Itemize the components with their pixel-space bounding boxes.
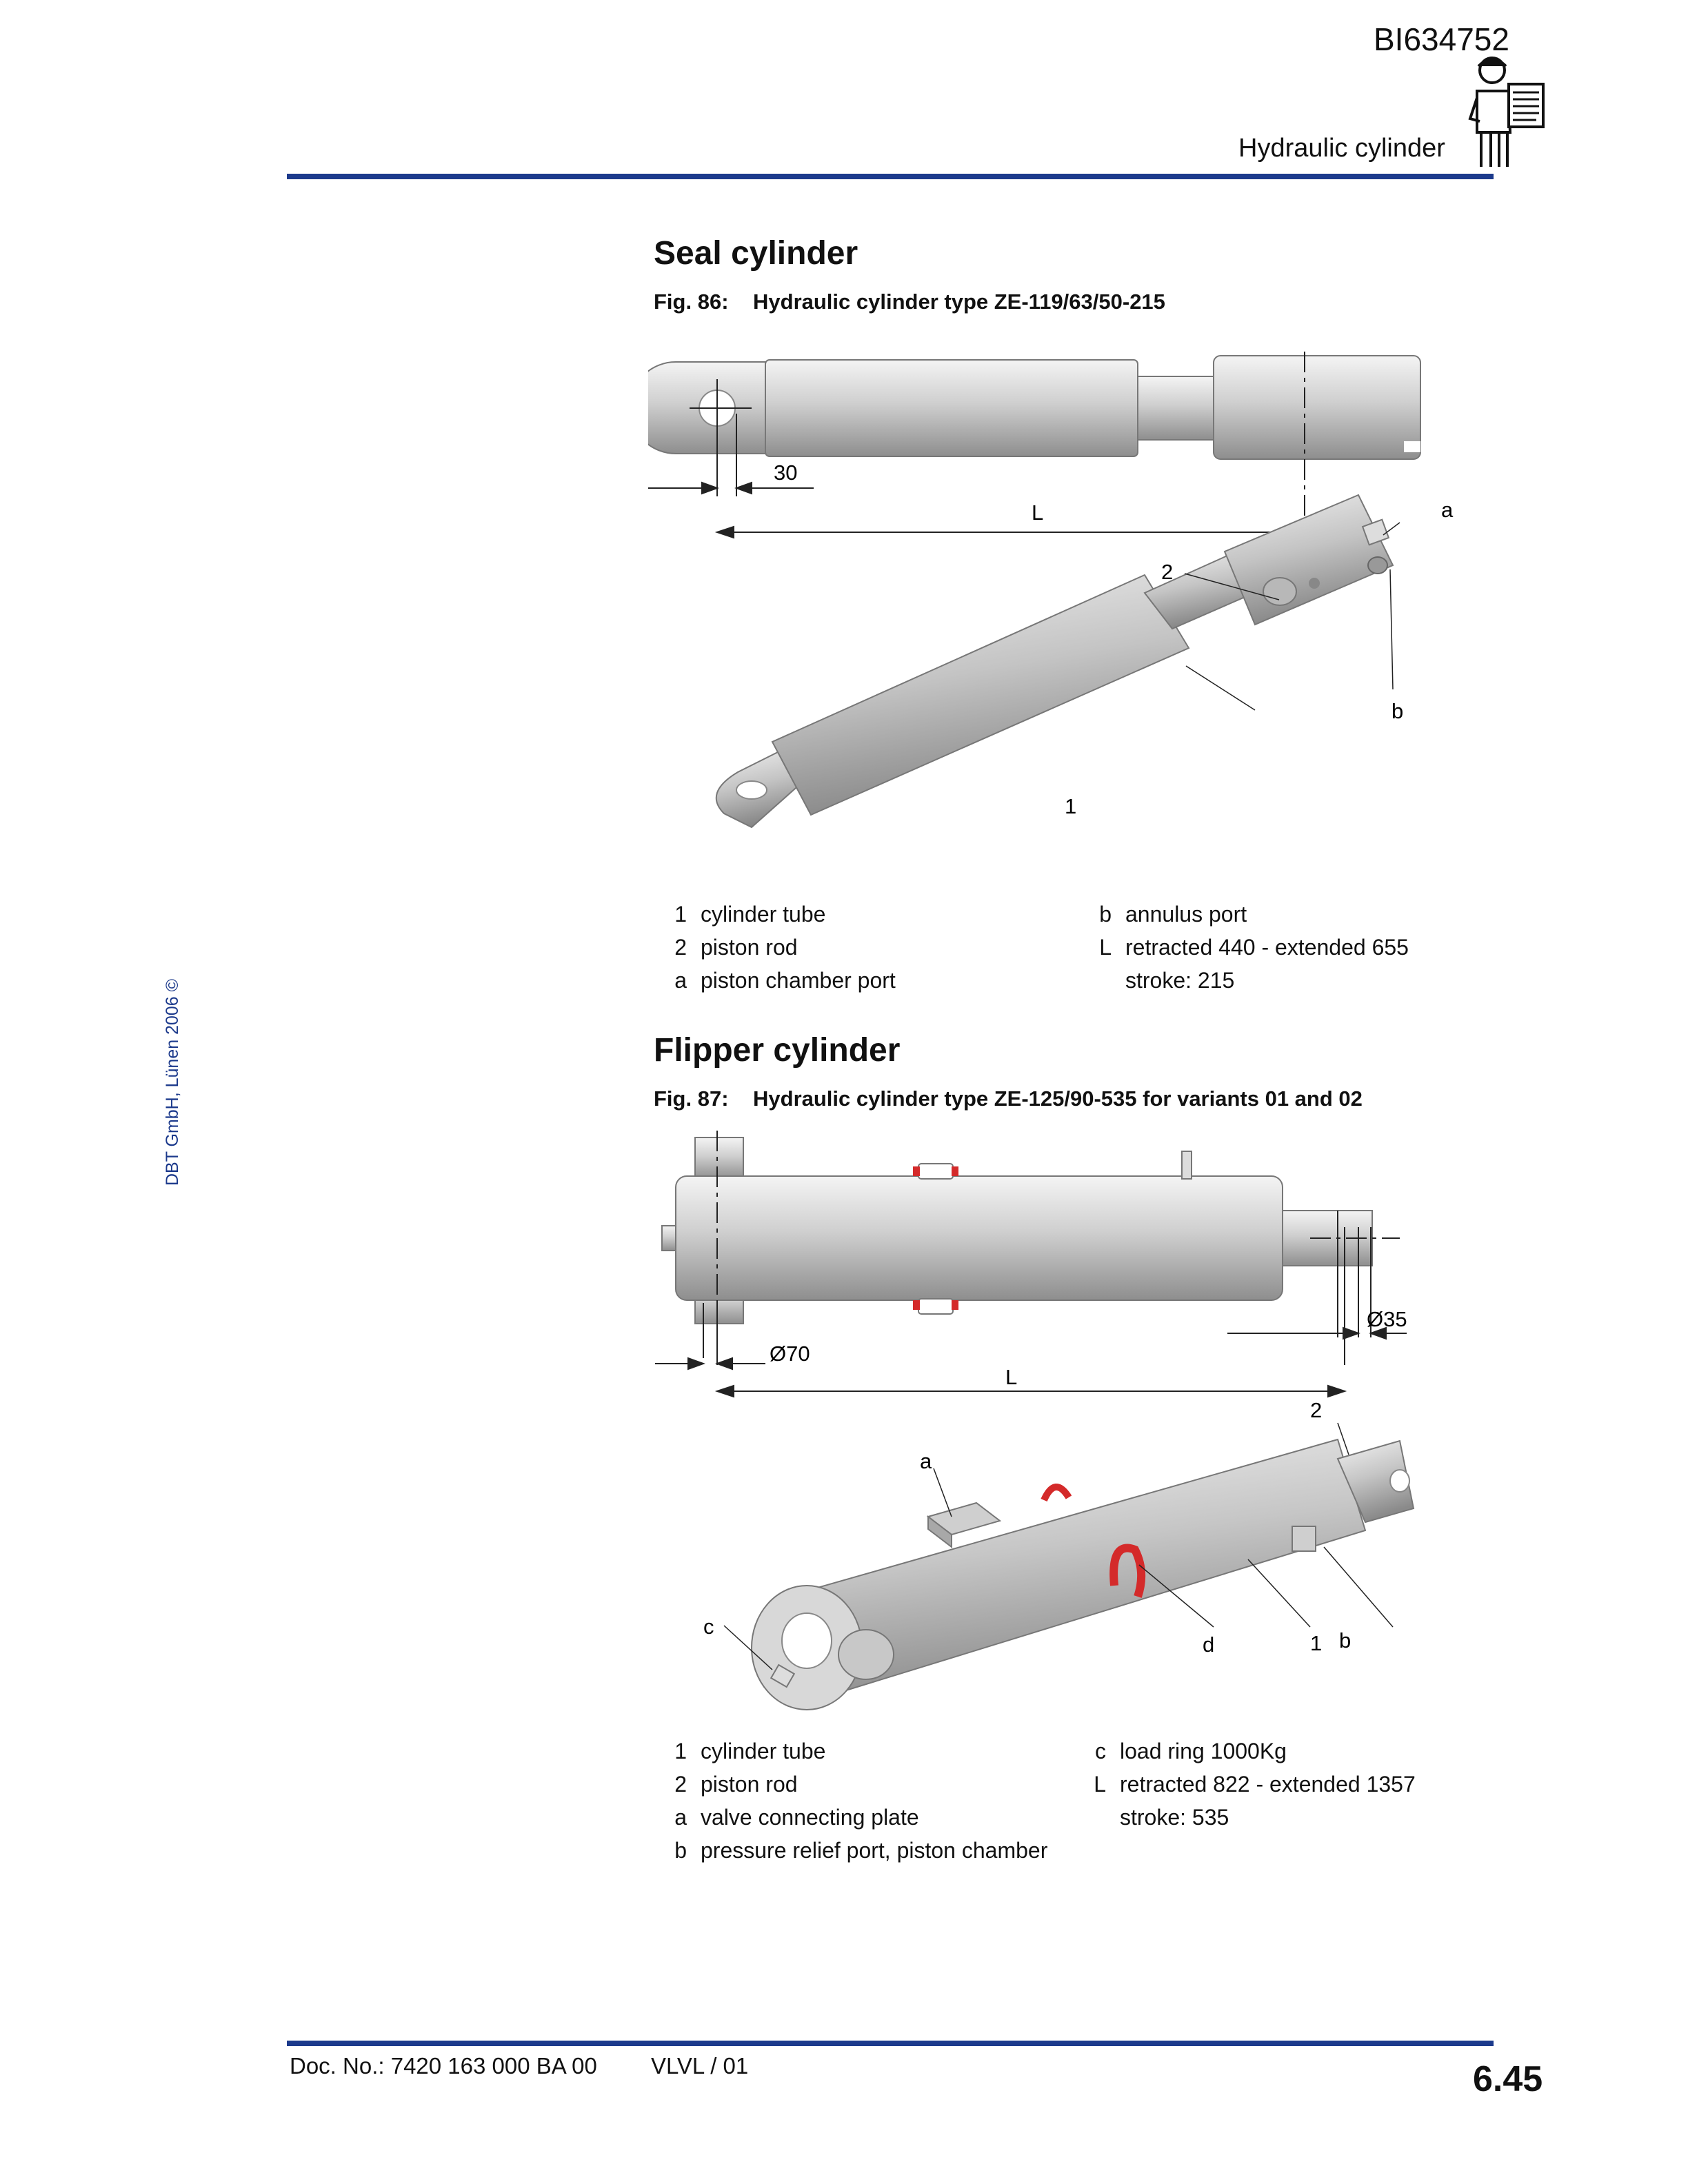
flipper-callout-c: c — [703, 1615, 714, 1639]
document-number: Doc. No.: 7420 163 000 BA 00 — [290, 2053, 597, 2079]
seal-figure-caption — [654, 290, 1165, 314]
legend-row: 2 piston rod — [674, 935, 798, 960]
seal-section-title: Seal cylinder — [654, 235, 858, 272]
flipper-callout-2: 2 — [1310, 1398, 1323, 1422]
seal-callout-2: 2 — [1161, 560, 1174, 584]
legend-row: L retracted 440 - extended 655 — [1099, 935, 1409, 960]
seal-dim-30-label: 30 — [774, 461, 798, 485]
seal-cylinder-drawing — [648, 331, 1462, 855]
flipper-callout-b: b — [1339, 1628, 1352, 1652]
flipper-callout-a: a — [920, 1449, 932, 1473]
seal-legend-left — [662, 898, 896, 997]
seal-callout-a: a — [1441, 498, 1454, 522]
legend-row: stroke: 215 — [1125, 968, 1235, 993]
chapter-title: Hydraulic cylinder — [1238, 134, 1445, 163]
legend-row: L retracted 822 - extended 1357 — [1094, 1772, 1416, 1797]
legend-row: a valve connecting plate — [674, 1805, 919, 1830]
copyright-notice: DBT GmbH, Lünen 2006 © — [163, 978, 182, 1186]
flipper-dim-L-line — [717, 1386, 1345, 1397]
flipper-side-view — [662, 1131, 1400, 1365]
legend-row: 2 piston rod — [674, 1772, 798, 1797]
document-version: VLVL / 01 — [651, 2053, 749, 2079]
seal-legend-right — [1087, 898, 1409, 997]
document-id: BI634752 — [1374, 21, 1509, 57]
flipper-callout-1: 1 — [1310, 1631, 1323, 1655]
seal-figure-number: Fig. 86: — [654, 290, 729, 314]
mechanic-with-clipboard-icon — [1467, 50, 1550, 171]
flipper-dim-35-label: Ø35 — [1367, 1307, 1407, 1331]
seal-dim-L-line — [717, 527, 1305, 538]
page-number: 6.45 — [1473, 2059, 1543, 2099]
flipper-figure-title: Hydraulic cylinder type ZE-125/90-535 for variants 01 and 02 — [753, 1086, 1363, 1111]
seal-isometric-view — [716, 495, 1393, 827]
flipper-dim-L-label: L — [1005, 1365, 1018, 1389]
flipper-isometric-view — [752, 1439, 1414, 1710]
legend-row: 1 cylinder tube — [674, 1739, 826, 1763]
seal-callout-1: 1 — [1065, 794, 1077, 818]
flipper-cylinder-drawing — [648, 1131, 1462, 1723]
flipper-section-title: Flipper cylinder — [654, 1032, 901, 1069]
legend-row: b pressure relief port, piston chamber — [674, 1838, 1048, 1863]
flipper-dim-70-line — [655, 1358, 765, 1369]
flipper-figure-caption — [654, 1086, 1363, 1111]
header-rule — [287, 174, 1494, 179]
legend-row: c load ring 1000Kg — [1095, 1739, 1287, 1763]
flipper-dim-70-label: Ø70 — [770, 1342, 810, 1366]
legend-row: a piston chamber port — [674, 968, 896, 993]
footer-rule — [287, 2041, 1494, 2046]
legend-row: 1 cylinder tube — [674, 902, 826, 927]
seal-figure-title: Hydraulic cylinder type ZE-119/63/50-215 — [753, 290, 1165, 314]
flipper-figure-number: Fig. 87: — [654, 1086, 729, 1111]
flipper-callout-d: d — [1203, 1632, 1215, 1657]
flipper-legend-left — [662, 1735, 1047, 1867]
flipper-legend-right — [1081, 1735, 1416, 1834]
seal-dim-L-label: L — [1032, 501, 1044, 525]
legend-row: b annulus port — [1099, 902, 1247, 927]
seal-callout-b: b — [1391, 699, 1404, 723]
legend-row: stroke: 535 — [1120, 1805, 1229, 1830]
